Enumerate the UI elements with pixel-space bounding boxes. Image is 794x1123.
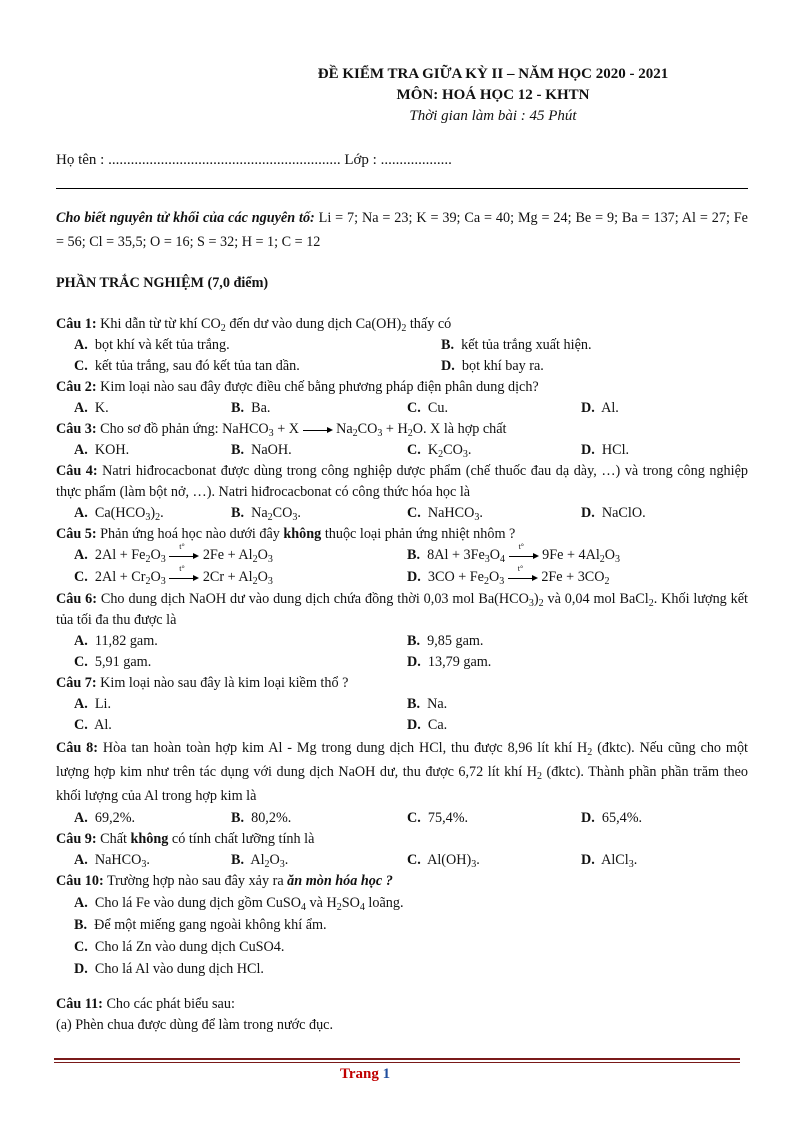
option-c[interactable]: C. $Al(OH)_3$. xyxy=(407,852,480,870)
atomic-mass-label: Cho biết nguyên tử khối của các nguyên tố: xyxy=(56,210,315,226)
option-b[interactable]: B. 80,2%. xyxy=(231,810,292,826)
question-4-options xyxy=(56,503,748,524)
option-b[interactable]: B. kết tủa trắng xuất hiện. xyxy=(441,337,592,353)
question-11: Câu 11: Cho các phát biểu sau: xyxy=(56,996,235,1012)
header-divider xyxy=(56,188,748,189)
question-3-options xyxy=(56,440,748,461)
option-a[interactable]: A. 69,2%. xyxy=(74,810,136,826)
option-d[interactable]: D. 13,79 gam. xyxy=(407,654,492,670)
footer-divider-thin xyxy=(54,1062,740,1063)
option-d[interactable]: D. Ca. xyxy=(407,717,448,733)
exam-title: ĐỀ KIỂM TRA GIỮA KỲ II – NĂM HỌC 2020 - 2021 xyxy=(317,66,669,82)
option-c[interactable]: C. 75,4%. xyxy=(407,810,469,826)
option-a[interactable]: A. Cho lá Fe vào dung dịch gồm CuSO$_4$ và $H_2SO_4$ loãng. xyxy=(74,895,404,913)
question-9: Câu 9: Chất không có tính chất lưỡng tính là xyxy=(56,831,315,847)
option-d[interactable]: D. NaClO. xyxy=(581,505,646,521)
subject-line: MÔN: HOÁ HỌC 12 - KHTN xyxy=(396,87,590,103)
option-d[interactable]: D. AlCl$_3$. xyxy=(581,852,638,870)
question-4: Câu 4: Natri hiđrocacbonat được dùng trong công nghiệp dược phẩm (chế thuốc đau dạ dày, …) và trong công nghiệp thực phẩm (làm bột nở, …). Natri hiđrocacbonat có công thức hóa học là xyxy=(56,463,748,500)
option-a[interactable]: A. K. xyxy=(74,400,109,416)
exam-header xyxy=(296,64,690,127)
reaction-arrow-icon: t° xyxy=(509,551,539,561)
question-6: Câu 6: Cho dung dịch NaOH dư vào dung dịch chứa đồng thời 0,03 mol $Ba(HCO_3)_2$ và 0,04 mol BaCl$_2$. Khối lượng kết tủa tối đa thu được là xyxy=(56,591,748,628)
option-a[interactable]: A. KOH. xyxy=(74,442,130,458)
option-c[interactable]: C. Al. xyxy=(74,717,112,733)
option-a[interactable]: A. NaHCO$_3$. xyxy=(74,852,150,870)
time-line: Thời gian làm bài : 45 Phút xyxy=(409,108,577,124)
reaction-arrow-icon xyxy=(303,425,333,435)
question-2-options xyxy=(56,398,748,419)
question-5-options-row2 xyxy=(56,563,748,589)
atomic-mass-info xyxy=(56,206,748,254)
option-d[interactable]: D. 65,4%. xyxy=(581,810,643,826)
option-b[interactable]: B. NaOH. xyxy=(231,442,292,458)
question-1-options-row2 xyxy=(56,356,748,377)
option-a[interactable]: A. $2Al + Fe_2O_3$ t° $2Fe + Al_2O_3$ xyxy=(74,541,273,565)
option-c[interactable]: C. Cu. xyxy=(407,400,448,416)
footer-divider xyxy=(54,1058,740,1060)
option-c[interactable]: C. 5,91 gam. xyxy=(74,654,152,670)
questions xyxy=(56,314,748,1036)
question-7-options-row1 xyxy=(56,694,748,715)
reaction-arrow-icon: t° xyxy=(508,573,538,583)
option-b[interactable]: B. $Al_2O_3$. xyxy=(231,852,289,870)
option-c[interactable]: C. kết tủa trắng, sau đó kết tủa tan dần. xyxy=(74,358,300,374)
question-8: Câu 8: Hòa tan hoàn toàn hợp kim Al - Mg trong dung dịch HCl, thu được 8,96 lít khí $H_2$ (đktc). Nếu cũng cho một lượng hợp kim như trên tác dụng với dung dịch NaOH dư, thu được 6,72 lít khí $H_2$ (đktc). Thành phần phần trăm theo khối lượng của Al trong hợp kim là xyxy=(56,740,748,804)
atomic-mass-values: Li = 7; Na = 23; K = 39; Ca = 40; Mg = 24; Be = 9; Ba = 137; Al = 27; Fe = 56; Cl = 35,5; O = 16; S = 32; H = 1; C = 12 xyxy=(56,210,748,250)
option-a[interactable]: A. 11,82 gam. xyxy=(74,633,158,649)
question-3: Câu 3: Cho sơ đồ phản ứng: NaHCO$_3$ + X $Na_2CO_3 + H_2O$. X là hợp chất xyxy=(56,421,507,439)
question-6-options-row1 xyxy=(56,631,748,652)
question-10: Câu 10: Trường hợp nào sau đây xảy ra ăn mòn hóa học ? xyxy=(56,873,393,889)
reaction-arrow-icon: t° xyxy=(169,573,199,583)
option-d[interactable]: D. bọt khí bay ra. xyxy=(441,358,544,374)
statement-a: (a) Phèn chua được dùng để làm trong nước đục. xyxy=(56,1017,334,1033)
question-2: Câu 2: Kim loại nào sau đây được điều chế bằng phương pháp điện phân dung dịch? xyxy=(56,379,539,395)
question-7-options-row2 xyxy=(56,715,748,736)
question-1: Câu 1: Khi dẫn từ từ khí $CO_2$ đến dư vào dung dịch $Ca(OH)_2$ thấy có xyxy=(56,316,452,334)
option-c[interactable]: C. Cho lá Zn vào dung dịch CuSO4. xyxy=(74,939,285,955)
section-title: PHẦN TRẮC NGHIỆM (7,0 điểm) xyxy=(56,275,269,291)
option-c[interactable]: C. NaHCO$_3$. xyxy=(407,505,483,523)
option-d[interactable]: D. $3CO + Fe_2O_3$ t° $2Fe + 3CO_2$ xyxy=(407,563,610,587)
question-8-options xyxy=(56,808,748,829)
option-d[interactable]: D. HCl. xyxy=(581,442,630,458)
option-c[interactable]: C. $2Al + Cr_2O_3$ t° $2Cr + Al_2O_3$ xyxy=(74,563,273,587)
option-b[interactable]: B. $8Al + 3Fe_3O_4$ t° $9Fe + 4Al_2O_3$ xyxy=(407,541,621,565)
reaction-arrow-icon: t° xyxy=(169,551,199,561)
question-1-options-row1 xyxy=(56,335,748,356)
option-b[interactable]: B. $Na_2CO_3$. xyxy=(231,505,301,523)
question-5: Câu 5: Phản ứng hoá học nào dưới đây không thuộc loại phản ứng nhiệt nhôm ? xyxy=(56,526,516,542)
option-b[interactable]: B. Ba. xyxy=(231,400,271,416)
option-b[interactable]: B. Na. xyxy=(407,696,448,712)
student-info-line: Họ tên : .............................................................. Lớp : ................... xyxy=(56,152,452,168)
option-a[interactable]: A. bọt khí và kết tủa trắng. xyxy=(74,337,230,353)
option-a[interactable]: A. Li. xyxy=(74,696,112,712)
option-b[interactable]: B. Để một miếng gang ngoài không khí ẩm. xyxy=(74,917,327,933)
question-9-options xyxy=(56,850,748,871)
question-7: Câu 7: Kim loại nào sau đây là kim loại kiềm thổ ? xyxy=(56,675,349,691)
question-5-options-row1 xyxy=(56,541,748,567)
page-number: Trang 1 xyxy=(340,1066,391,1082)
option-a[interactable]: A. $Ca(HCO_3)_2$. xyxy=(74,505,164,523)
question-6-options-row2 xyxy=(56,652,748,673)
option-c[interactable]: C. $K_2CO_3$. xyxy=(407,442,472,460)
option-d[interactable]: D. Cho lá Al vào dung dịch HCl. xyxy=(74,961,264,977)
option-d[interactable]: D. Al. xyxy=(581,400,619,416)
option-b[interactable]: B. 9,85 gam. xyxy=(407,633,484,649)
